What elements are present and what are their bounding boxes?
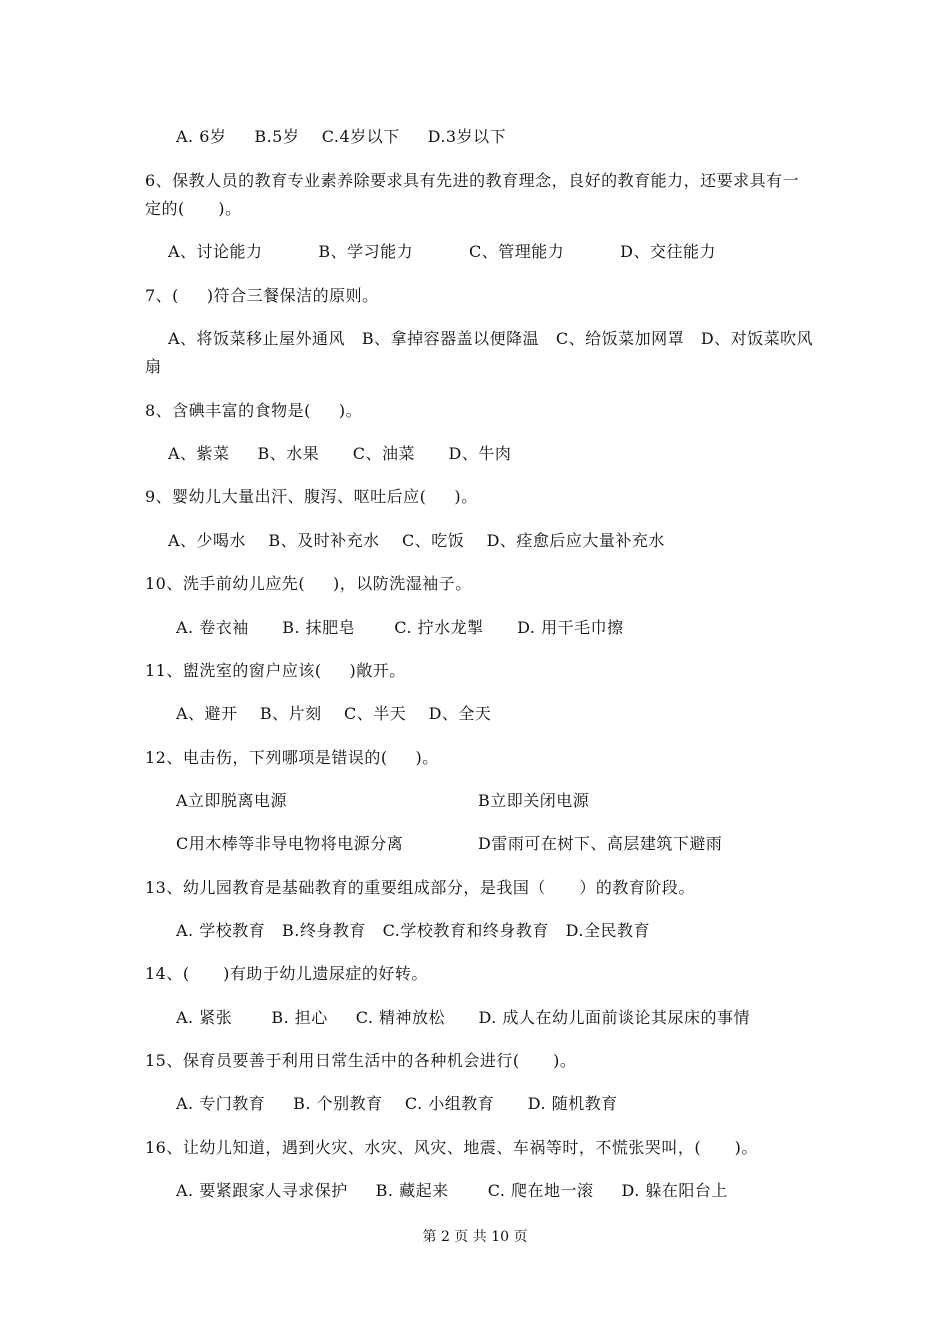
q16-options: A. 要紧跟家人寻求保护 B. 藏起来 C. 爬在地一滚 D. 躲在阳台上 (176, 1181, 728, 1200)
q13-text: 13、幼儿园教育是基础教育的重要组成部分，是我国（ ）的教育阶段。 (145, 878, 695, 897)
q12-option-d: D雷雨可在树下、高层建筑下避雨 (478, 834, 723, 853)
q16-text: 16、让幼儿知道，遇到火灾、水灾、风灾、地震、车祸等时，不慌张哭叫，( )。 (145, 1138, 758, 1157)
q12-option-b: B立即关闭电源 (478, 791, 590, 810)
q8-text: 8、含碘丰富的食物是( )。 (145, 401, 363, 420)
q15-options: A. 专门教育 B. 个别教育 C. 小组教育 D. 随机教育 (176, 1094, 618, 1113)
q10-text: 10、洗手前幼儿应先( )，以防洗湿袖子。 (145, 574, 472, 593)
page-number-footer: 第 2 页 共 10 页 (422, 1229, 528, 1245)
q12-text: 12、电击伤，下列哪项是错误的( )。 (145, 748, 439, 767)
q14-options: A. 紧张 B. 担心 C. 精神放松 D. 成人在幼儿面前谈论其尿床的事情 (176, 1008, 750, 1027)
q12-option-c: C用木棒等非导电物将电源分离 (176, 834, 404, 853)
q7-options-line-1: A、将饭菜移止屋外通风 B、拿掉容器盖以便降温 C、给饭菜加网罩 D、对饭菜吹风 (168, 329, 814, 348)
q9-text: 9、婴幼儿大量出汗、腹泻、呕吐后应( )。 (145, 487, 478, 506)
q6-text-line-2: 定的( )。 (145, 199, 242, 218)
q11-options: A、避开 B、片刻 C、半天 D、全天 (176, 704, 492, 723)
q7-text: 7、( )符合三餐保洁的原则。 (145, 286, 379, 305)
q7-options-line-2: 扇 (145, 357, 162, 376)
q11-text: 11、盥洗室的窗户应该( )敞开。 (145, 661, 406, 680)
q13-options: A. 学校教育 B.终身教育 C.学校教育和终身教育 D.全民教育 (176, 921, 650, 940)
q10-options: A. 卷衣袖 B. 抹肥皂 C. 拧水龙掣 D. 用干毛巾擦 (176, 618, 624, 637)
q12-option-a: A立即脱离电源 (176, 791, 288, 810)
q15-text: 15、保育员要善于利用日常生活中的各种机会进行( )。 (145, 1051, 577, 1070)
q9-options: A、少喝水 B、及时补充水 C、吃饭 D、痊愈后应大量补充水 (168, 531, 665, 550)
q5-options: A. 6岁 B.5岁 C.4岁以下 D.3岁以下 (176, 127, 507, 146)
q6-text-line-1: 6、保教人员的教育专业素养除要求具有先进的教育理念，良好的教育能力，还要求具有一 (145, 171, 800, 190)
q6-options: A、讨论能力 B、学习能力 C、管理能力 D、交往能力 (168, 242, 716, 261)
q8-options: A、紫菜 B、水果 C、油菜 D、牛肉 (168, 444, 512, 463)
q14-text: 14、( )有助于幼儿遗尿症的好转。 (145, 964, 428, 983)
